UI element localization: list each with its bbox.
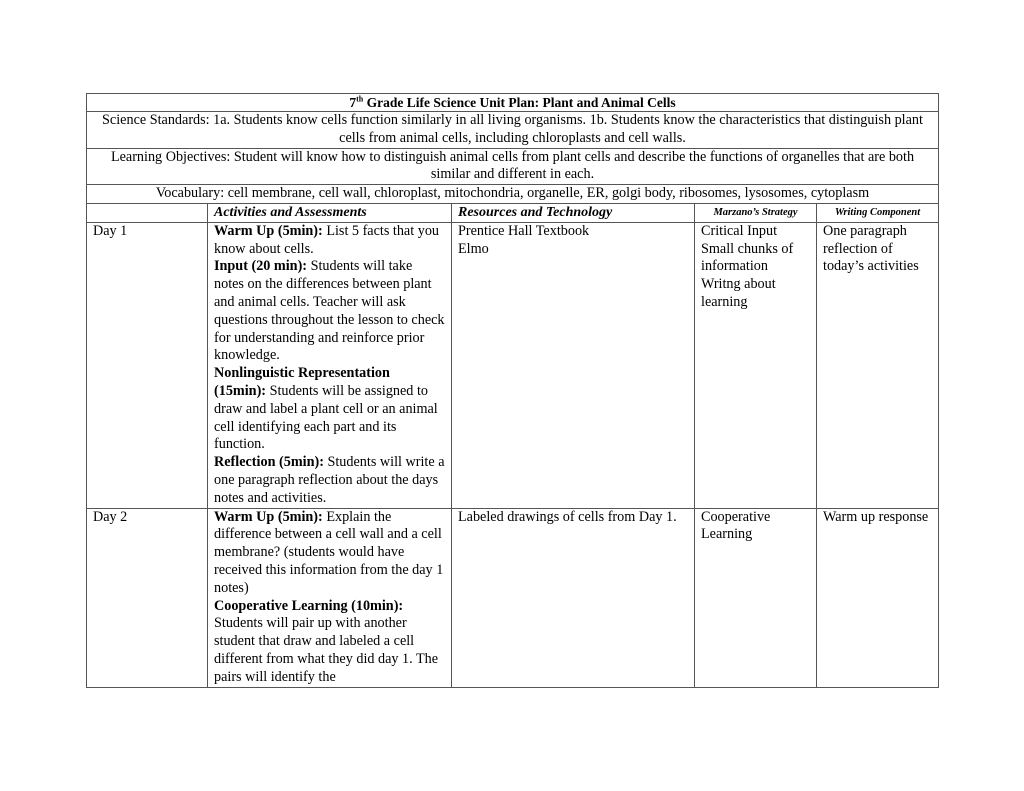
day-label: Day 2 (87, 508, 208, 687)
activity-label: Reflection (5min): (214, 454, 324, 471)
unit-plan-table (86, 93, 939, 688)
activity-text: Students will take notes on the differences between plant and animal cells. Teacher will ask questions throughout the lesson to check for understanding and reinforce prior knowledge. (214, 258, 445, 364)
day-row (87, 222, 939, 508)
writing-cell: Warm up response (817, 508, 939, 687)
header-resources: Resources and Technology (452, 203, 695, 222)
title-grade: 7 (349, 95, 357, 110)
day-row (87, 508, 939, 687)
strategy-cell (695, 222, 817, 508)
activity-label: Input (20 min): (214, 258, 308, 275)
header-empty (87, 203, 208, 222)
header-writing: Writing Component (817, 203, 939, 222)
day-label: Day 1 (87, 222, 208, 508)
activities-cell (208, 222, 452, 508)
activity-text: List 5 facts that you know about cells. (214, 222, 440, 257)
header-row (87, 203, 939, 222)
activity-text: Students will write a one paragraph reflection about the days notes and activities. (214, 454, 445, 506)
resources-cell (452, 222, 695, 508)
resources-cell (452, 508, 695, 687)
activity-text: Students will pair up with another student that draw and labeled a cell different from what they did day 1. The pairs will identify the (214, 615, 439, 685)
resource-item: Labeled drawings of cells from Day 1. (458, 508, 677, 525)
unit-title (87, 94, 939, 112)
resource-item: Prentice Hall Textbook (458, 222, 590, 239)
strategy-item: Critical Input (701, 222, 778, 239)
resource-item: Elmo (458, 240, 489, 257)
activity-label: Nonlinguistic Representation (15min): (214, 365, 390, 399)
strategy-cell (695, 508, 817, 687)
activities-cell (208, 508, 452, 687)
learning-objectives: Learning Objectives: Student will know how to distinguish animal cells from plant cells and describe the functions of organelles that are both similar and different in each. (87, 148, 939, 185)
standards-row (87, 112, 939, 149)
strategy-item: Small chunks of information (701, 240, 794, 275)
vocabulary-row (87, 185, 939, 204)
activity-text: Explain the difference between a cell wall and a cell membrane? (students would have received this information from the day 1 notes) (214, 508, 444, 596)
strategy-item: Writng about learning (701, 276, 776, 310)
header-activities: Activities and Assessments (208, 203, 452, 222)
writing-cell: One paragraph reflection of today’s activities (817, 222, 939, 508)
title-superscript: th (356, 94, 364, 104)
activity-label: Cooperative Learning (10min): (214, 597, 404, 614)
activity-text: Students will be assigned to draw and label a plant cell or an animal cell identifying each part and its function. (214, 382, 438, 453)
vocabulary: Vocabulary: cell membrane, cell wall, chloroplast, mitochondria, organelle, ER, golgi body, ribosomes, lysosomes, cytoplasm (87, 185, 939, 204)
title-row (87, 94, 939, 112)
activity-label: Warm Up (5min): (214, 508, 323, 525)
title-text: Grade Life Science Unit Plan: Plant and Animal Cells (363, 95, 676, 110)
objectives-row (87, 148, 939, 185)
science-standards: Science Standards: 1a. Students know cells function similarly in all living organisms. 1b. Students know the characteristics that distinguish plant cells from animal cells, including chloroplasts and cell walls. (87, 112, 939, 149)
activity-label: Warm Up (5min): (214, 222, 323, 239)
header-strategy: Marzano’s Strategy (695, 203, 817, 222)
strategy-item: Cooperative Learning (701, 508, 771, 543)
